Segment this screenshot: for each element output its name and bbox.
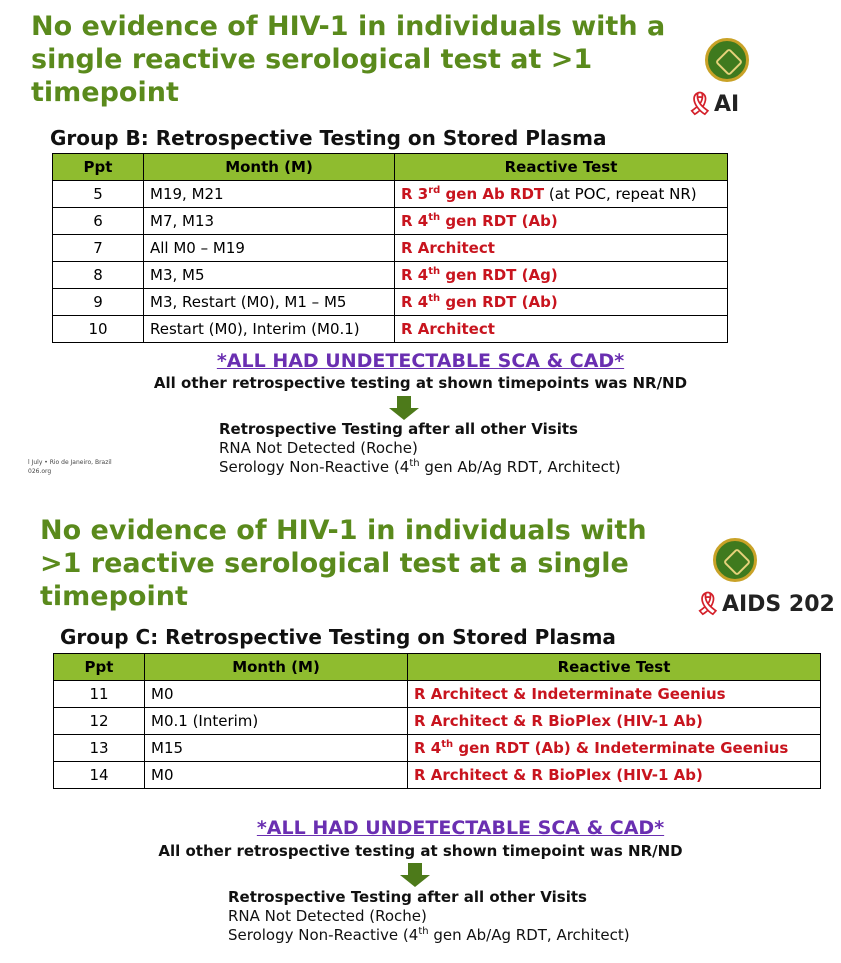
reactive-test-cell: R Architect & R BioPlex (HIV-1 Ab) bbox=[408, 762, 821, 789]
ppt-cell: 13 bbox=[54, 735, 145, 762]
ppt-cell: 7 bbox=[53, 235, 144, 262]
month-cell: M7, M13 bbox=[144, 208, 395, 235]
table-row bbox=[54, 708, 821, 735]
month-cell: M15 bbox=[145, 735, 408, 762]
slide-title: No evidence of HIV-1 in individuals with a single reactive serological test at >1 timepoint bbox=[31, 11, 666, 108]
ppt-cell: 10 bbox=[53, 316, 144, 343]
reactive-test-cell: R 4th gen RDT (Ab) bbox=[395, 208, 728, 235]
all-other-testing-note: All other retrospective testing at shown timepoint was NR/ND bbox=[158, 842, 683, 860]
month-cell: M0.1 (Interim) bbox=[145, 708, 408, 735]
group-b-table bbox=[52, 153, 728, 343]
reactive-test-cell: R Architect & Indeterminate Geenius bbox=[408, 681, 821, 708]
rna-result: RNA Not Detected (Roche) bbox=[219, 439, 418, 457]
conference-brand: 🎗︎AI bbox=[686, 92, 740, 117]
month-cell: All M0 – M19 bbox=[144, 235, 395, 262]
table-row bbox=[54, 735, 821, 762]
table-row bbox=[53, 262, 728, 289]
reactive-test-cell: R 4th gen RDT (Ab) bbox=[395, 289, 728, 316]
reactive-test-cell: R 4th gen RDT (Ag) bbox=[395, 262, 728, 289]
month-cell: M3, Restart (M0), M1 – M5 bbox=[144, 289, 395, 316]
ppt-cell: 5 bbox=[53, 181, 144, 208]
table-row bbox=[54, 681, 821, 708]
table-header-row bbox=[54, 654, 821, 681]
table-row bbox=[53, 289, 728, 316]
undetectable-note: *ALL HAD UNDETECTABLE SCA & CAD* bbox=[216, 350, 625, 372]
ppt-cell: 6 bbox=[53, 208, 144, 235]
ppt-cell: 11 bbox=[54, 681, 145, 708]
reactive-test-cell: R 3rd gen Ab RDT (at POC, repeat NR) bbox=[395, 181, 728, 208]
down-arrow-icon bbox=[400, 863, 430, 887]
aids-conference-logo-icon bbox=[713, 538, 757, 582]
table-row bbox=[53, 181, 728, 208]
header-reactive-test: Reactive Test bbox=[395, 154, 728, 181]
reactive-test-cell: R Architect & R BioPlex (HIV-1 Ab) bbox=[408, 708, 821, 735]
header-ppt: Ppt bbox=[53, 154, 144, 181]
retrospective-summary bbox=[228, 888, 630, 945]
red-ribbon-icon: 🎗︎ bbox=[686, 92, 714, 117]
all-other-testing-note: All other retrospective testing at shown timepoints was NR/ND bbox=[153, 374, 688, 392]
retrospective-heading: Retrospective Testing after all other Visits bbox=[219, 420, 578, 438]
down-arrow-icon bbox=[389, 396, 419, 420]
ppt-cell: 9 bbox=[53, 289, 144, 316]
header-reactive-test: Reactive Test bbox=[408, 654, 821, 681]
reactive-test-cell: R 4th gen RDT (Ab) & Indeterminate Geenius bbox=[408, 735, 821, 762]
retrospective-heading: Retrospective Testing after all other Visits bbox=[228, 888, 587, 906]
rna-result: RNA Not Detected (Roche) bbox=[228, 907, 427, 925]
header-month: Month (M) bbox=[144, 154, 395, 181]
month-cell: M3, M5 bbox=[144, 262, 395, 289]
month-cell: M0 bbox=[145, 762, 408, 789]
table-subtitle: Group B: Retrospective Testing on Stored Plasma bbox=[50, 126, 607, 150]
undetectable-note: *ALL HAD UNDETECTABLE SCA & CAD* bbox=[256, 817, 665, 839]
slide-group-c bbox=[0, 500, 841, 963]
slide-group-b bbox=[0, 0, 841, 480]
serology-result: Serology Non-Reactive (4th gen Ab/Ag RDT, Architect) bbox=[228, 926, 630, 944]
conference-brand: 🎗︎AIDS 202 bbox=[694, 592, 835, 617]
header-month: Month (M) bbox=[145, 654, 408, 681]
month-cell: M19, M21 bbox=[144, 181, 395, 208]
reactive-test-cell: R Architect bbox=[395, 316, 728, 343]
slide-title: No evidence of HIV-1 in individuals with >1 reactive serological test at a single timepoint bbox=[40, 515, 647, 612]
reactive-test-cell: R Architect bbox=[395, 235, 728, 262]
conference-footer: l July • Rio de Janeiro, Brazil 026.org bbox=[28, 459, 112, 475]
aids-conference-logo-icon bbox=[705, 38, 749, 82]
table-row bbox=[53, 316, 728, 343]
red-ribbon-icon: 🎗︎ bbox=[694, 592, 722, 617]
month-cell: M0 bbox=[145, 681, 408, 708]
ppt-cell: 14 bbox=[54, 762, 145, 789]
table-header-row bbox=[53, 154, 728, 181]
retrospective-summary bbox=[219, 420, 621, 477]
table-row bbox=[53, 235, 728, 262]
group-c-table bbox=[53, 653, 821, 789]
table-subtitle: Group C: Retrospective Testing on Stored Plasma bbox=[60, 625, 616, 649]
ppt-cell: 8 bbox=[53, 262, 144, 289]
month-cell: Restart (M0), Interim (M0.1) bbox=[144, 316, 395, 343]
serology-result: Serology Non-Reactive (4th gen Ab/Ag RDT, Architect) bbox=[219, 458, 621, 476]
ppt-cell: 12 bbox=[54, 708, 145, 735]
header-ppt: Ppt bbox=[54, 654, 145, 681]
table-row bbox=[54, 762, 821, 789]
table-row bbox=[53, 208, 728, 235]
